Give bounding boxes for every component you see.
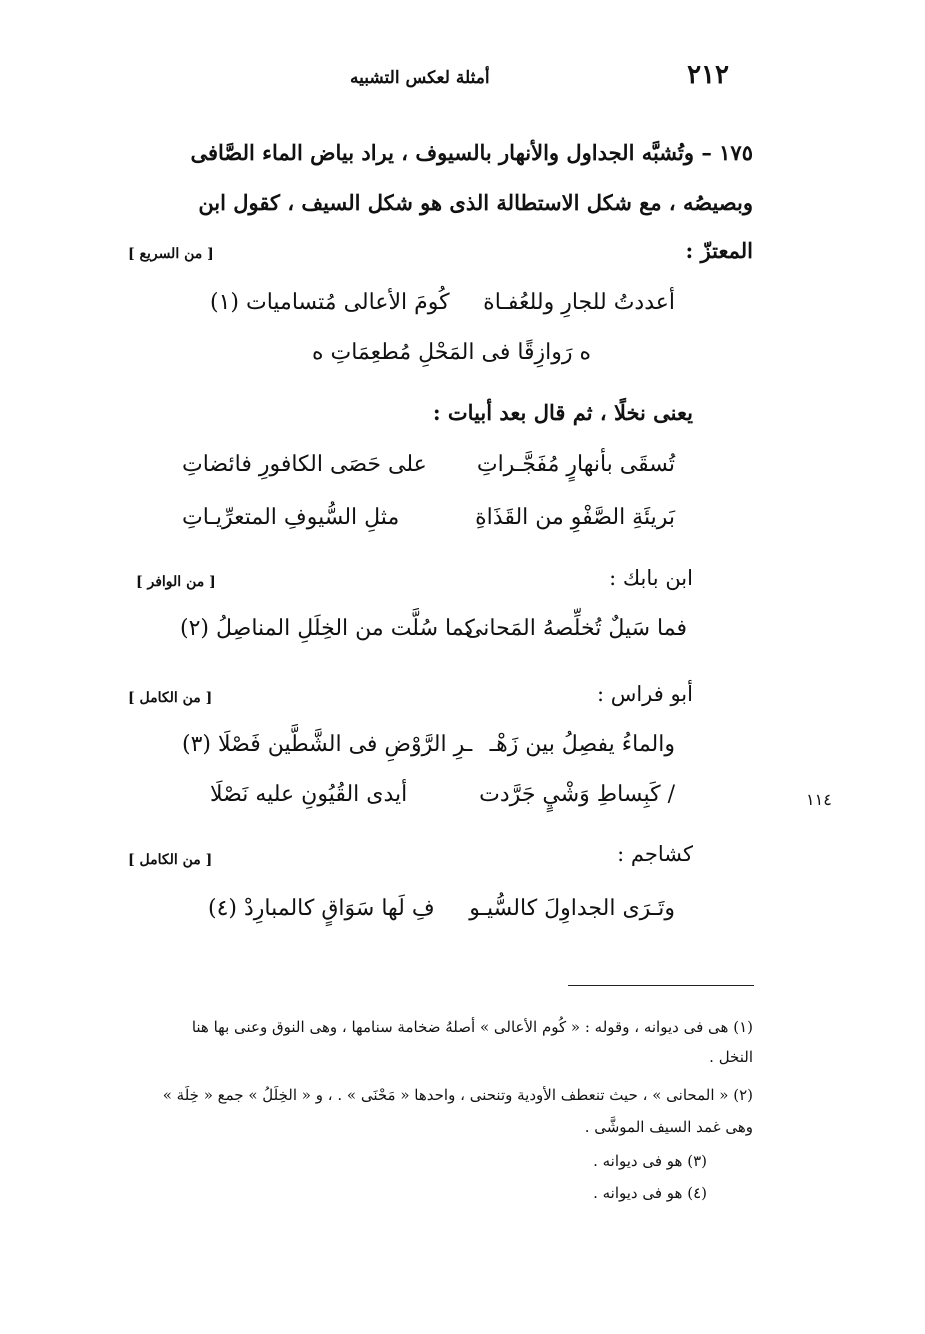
transition-text: يعنى نخلًا ، ثم قال بعد أبيات : xyxy=(432,400,693,425)
verse-hemistich-left: على حَصَى الكافورِ فائضاتِ xyxy=(182,452,427,477)
footnote-3: (٣) هو فى ديوانه . xyxy=(593,1152,707,1170)
verse-hemistich-left: فِ لَها سَوَاقٍ كالمبارِدْ (٤) xyxy=(208,896,435,921)
speaker-name: أبو فراس : xyxy=(596,682,693,706)
margin-reference-number: ١١٤ xyxy=(806,790,832,809)
verse-hemistich-right: أعددتُ للجارِ وللعُفـاة xyxy=(483,290,675,315)
paragraph-line-2: وبصيصُه ، مع شكل الاستطالة الذى هو شكل السيف ، كقول ابن xyxy=(198,190,753,215)
speaker-name: ابن بابك : xyxy=(609,566,693,590)
footnote-1: (١) هى فى ديوانه ، وقوله : « كُوم الأعالى » أصلهُ ضخامة سنامها ، وهى النوق وعنى بها هنا xyxy=(191,1018,753,1036)
verse-hemistich-left: مثلِ السُّيوفِ المتعرِّيـاتِ xyxy=(182,505,400,530)
verse-hemistich-right: تُسقَى بأنهارٍ مُفَجَّـراتِ xyxy=(476,452,675,477)
verse-hemistich-left: ـرِ الرَّوْضِ فى الشَّطَّين فَصْلَا (٣) xyxy=(182,732,473,757)
paragraph-line-1: ١٧٥ – وتُشبَّه الجداول والأنهار بالسيوف ، يراد بياض الماء الصَّافى xyxy=(190,140,753,165)
page-number: ٢١٢ xyxy=(687,60,729,90)
footnote-2-continuation: وهى غمد السيف الموشَّى . xyxy=(584,1118,753,1136)
verse-hemistich-left: كما سُلَّت من الخِلَلِ المناصِلُ (٢) xyxy=(180,616,475,641)
running-title: أمثلة لعكس التشبيه xyxy=(350,68,490,88)
verse-hemistich-right: بَريئَةِ الصَّفْوِ من القَذَاةِ xyxy=(475,505,675,530)
footnote-separator xyxy=(568,985,754,986)
footnote-2: (٢) « المحانى » ، حيث تنعطف الأودية وتنحنى ، واحدها « مَحْنَى » . ، و « الخِلَلُ » جمع « خِلَة » xyxy=(162,1086,753,1104)
verse-hemistich-right: فما سَيلٌ تُخلِّصهُ المَحانى xyxy=(464,616,687,641)
footnote-4: (٤) هو فى ديوانه . xyxy=(593,1184,707,1202)
paragraph-line-3: المعتزّ : xyxy=(685,238,753,263)
meter-label: [ من الكامل ] xyxy=(128,852,213,868)
footnote-1-continuation: النخل . xyxy=(709,1048,753,1066)
verse-hemistich-right: وتَـرَى الجداوِلَ كالسُّيـو xyxy=(469,896,675,921)
meter-label: [ من الكامل ] xyxy=(128,690,213,706)
verse-hemistich-right: / كَبِساطِ وَشْيٍ جَرَّدت xyxy=(479,782,675,807)
verse-hemistich-left: أيدى القُيُونِ عليه نَصْلَا xyxy=(210,782,408,807)
verse-hemistich-right: والماءُ يفصِلُ بين زَهْـ xyxy=(489,732,675,757)
speaker-name: كشاجم : xyxy=(617,842,693,866)
verse-line: ه رَوازِقًا فى المَحْلِ مُطعِمَاتِ ه xyxy=(312,340,592,365)
verse-hemistich-left: كُومَ الأعالى مُتساميات (١) xyxy=(210,290,450,315)
meter-label: [ من الوافر ] xyxy=(136,574,216,590)
meter-label: [ من السريع ] xyxy=(128,246,214,262)
